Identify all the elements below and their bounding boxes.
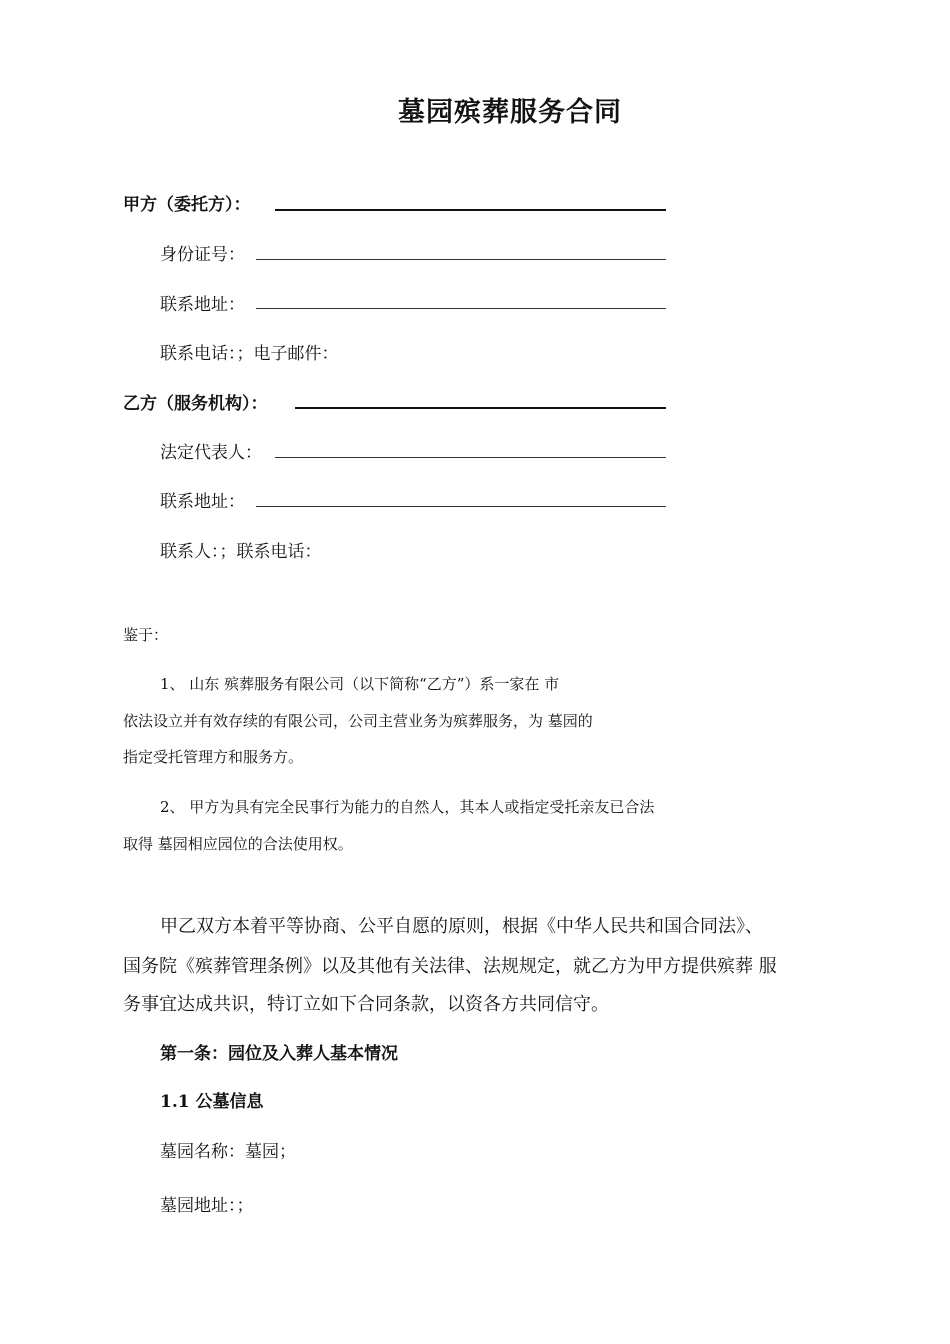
recital-item-1-line-1: 1、 山东 殡葬服务有限公司（以下简称“乙方”）系一家在 市 [160, 675, 560, 693]
article-1-heading: 第一条：园位及入葬人基本情况 [160, 1044, 398, 1064]
party-b-underline [295, 407, 666, 409]
recital-item-1-line-2: 依法设立并有效存续的有限公司，公司主营业务为殡葬服务，为 墓园的 [123, 712, 593, 730]
recital-item-2-line-1: 2、 甲方为具有完全民事行为能力的自然人，其本人或指定受托亲友已合法 [160, 798, 655, 816]
document-title: 墓园殡葬服务合同 [398, 97, 622, 128]
party-a-address-label: 联系地址： [160, 295, 245, 315]
preamble-line-1: 甲乙双方本着平等协商、公平自愿的原则，根据《中华人民共和国合同法》、 [160, 916, 763, 937]
recital-item-1-line-3: 指定受托管理方和服务方。 [123, 748, 304, 766]
cemetery-address: 墓园地址：； [160, 1196, 254, 1216]
party-a-contact-line: 联系电话：；电子邮件： [160, 344, 339, 364]
recitals-heading: 鉴于： [123, 626, 169, 644]
party-b-rep-underline [275, 457, 666, 458]
party-b-label: 乙方（服务机构）： [123, 394, 268, 414]
recital-item-2-line-2: 取得 墓园相应园位的合法使用权。 [123, 835, 353, 853]
cemetery-name: 墓园名称：墓园； [160, 1142, 296, 1162]
party-a-address-underline [256, 308, 666, 309]
article-1-subheading: 1.1 公墓信息 [160, 1092, 264, 1112]
party-a-underline [275, 209, 666, 211]
party-b-address-underline [256, 506, 666, 507]
party-b-contact-line: 联系人：；联系电话： [160, 542, 322, 562]
party-a-id-label: 身份证号： [160, 245, 245, 265]
party-a-label: 甲方（委托方）： [123, 195, 251, 215]
preamble-line-2: 国务院《殡葬管理条例》以及其他有关法律、法规规定，就乙方为甲方提供殡葬 服 [123, 956, 777, 977]
party-b-rep-label: 法定代表人： [160, 443, 262, 463]
preamble-line-3: 务事宜达成共识，特订立如下合同条款，以资各方共同信守。 [123, 994, 609, 1015]
party-a-id-underline [256, 259, 666, 260]
party-b-address-label: 联系地址： [160, 492, 245, 512]
